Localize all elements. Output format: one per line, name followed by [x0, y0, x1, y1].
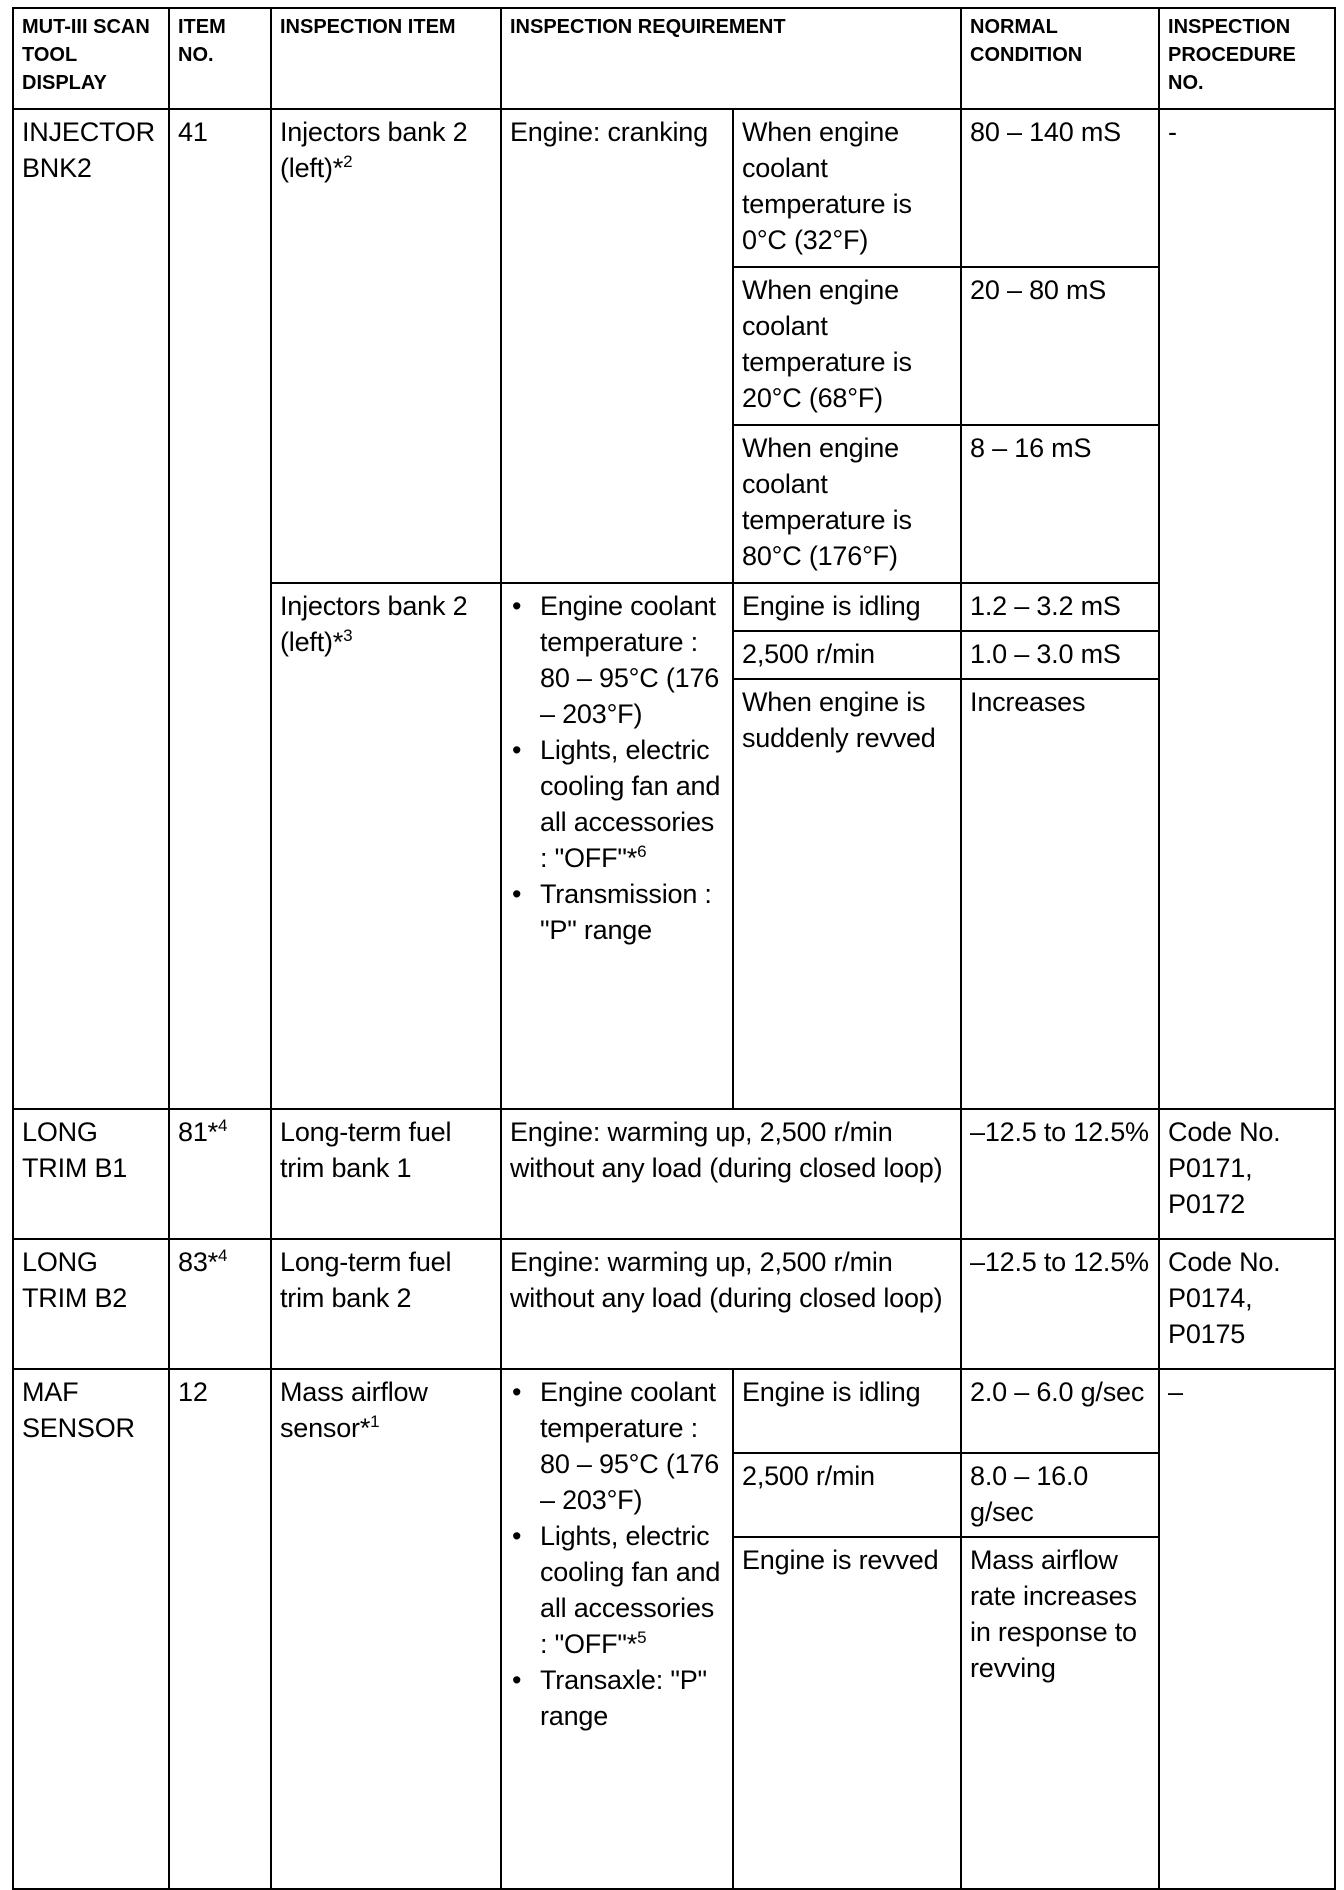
- condition-cell: 2,500 r/min: [733, 1453, 961, 1537]
- normal-cell: 2.0 – 6.0 g/sec: [961, 1369, 1159, 1453]
- item-no-81: 81*$^4$: [169, 1109, 271, 1239]
- requirement-bullets-injector: [501, 583, 733, 1109]
- display-long-trim-b1: LONG TRIM B1: [13, 1109, 169, 1239]
- inspection-table: [12, 7, 1336, 1890]
- header-inspection-item: INSPECTION ITEM: [271, 8, 501, 109]
- table-row: [13, 109, 1335, 267]
- normal-cell: 8 – 16 mS: [961, 425, 1159, 583]
- normal-long-trim-b1: –12.5 to 12.5%: [961, 1109, 1159, 1239]
- list-item: • Lights, electric cooling fan and all accessories : "OFF"*$^5$: [502, 1518, 728, 1662]
- condition-cell: When engine coolant temperature is 20°C (68°F): [733, 267, 961, 425]
- procedure-injector: -: [1159, 109, 1335, 1109]
- condition-cell: Engine is revved: [733, 1537, 961, 1889]
- condition-cell: When engine coolant temperature is 80°C (176°F): [733, 425, 961, 583]
- table-row: [13, 1109, 1335, 1239]
- procedure-maf: –: [1159, 1369, 1335, 1889]
- procedure-long-trim-b2: Code No. P0174, P0175: [1159, 1239, 1335, 1369]
- header-requirement: INSPECTION REQUIREMENT: [501, 8, 961, 109]
- normal-long-trim-b2: –12.5 to 12.5%: [961, 1239, 1159, 1369]
- list-item: • Engine coolant temperature : 80 – 95°C (176 – 203°F): [502, 1374, 728, 1518]
- table-header: [13, 8, 1335, 109]
- item-injectors-b: Injectors bank 2 (left)*$^3$: [271, 583, 501, 1109]
- normal-cell: 8.0 – 16.0 g/sec: [961, 1453, 1159, 1537]
- condition-cell: When engine coolant temperature is 0°C (32°F): [733, 109, 961, 267]
- normal-cell: 1.2 – 3.2 mS: [961, 583, 1159, 631]
- normal-cell: Mass airflow rate increases in response to revving: [961, 1537, 1159, 1889]
- normal-cell: 80 – 140 mS: [961, 109, 1159, 267]
- normal-cell: Increases: [961, 679, 1159, 1109]
- display-injector-bnk2: INJECTOR BNK2: [13, 109, 169, 1109]
- requirement-long-trim-b2: Engine: warming up, 2,500 r/min without any load (during closed loop): [501, 1239, 961, 1369]
- condition-cell: Engine is idling: [733, 1369, 961, 1453]
- condition-cell: Engine is idling: [733, 583, 961, 631]
- procedure-long-trim-b1: Code No. P0171, P0172: [1159, 1109, 1335, 1239]
- item-no-83: 83*$^4$: [169, 1239, 271, 1369]
- normal-cell: 1.0 – 3.0 mS: [961, 631, 1159, 679]
- requirement-cranking: Engine: cranking: [501, 109, 733, 583]
- item-no-41: 41: [169, 109, 271, 1109]
- header-item-no: ITEM NO.: [169, 8, 271, 109]
- item-injectors-a: Injectors bank 2 (left)*$^2$: [271, 109, 501, 583]
- item-long-term-b2: Long-term fuel trim bank 2: [271, 1239, 501, 1369]
- item-no-12: 12: [169, 1369, 271, 1889]
- list-item: • Engine coolant temperature : 80 – 95°C (176 – 203°F): [502, 588, 728, 732]
- header-normal-condition: NORMAL CONDITION: [961, 8, 1159, 109]
- item-long-term-b1: Long-term fuel trim bank 1: [271, 1109, 501, 1239]
- list-item: • Transaxle: "P" range: [502, 1662, 728, 1734]
- header-procedure: INSPECTION PROCEDURE NO.: [1159, 8, 1335, 109]
- table-row: [13, 1369, 1335, 1453]
- requirement-long-trim-b1: Engine: warming up, 2,500 r/min without any load (during closed loop): [501, 1109, 961, 1239]
- list-item: • Lights, electric cooling fan and all accessories : "OFF"*$^6$: [502, 732, 728, 876]
- display-long-trim-b2: LONG TRIM B2: [13, 1239, 169, 1369]
- condition-cell: 2,500 r/min: [733, 631, 961, 679]
- table-row: [13, 1239, 1335, 1369]
- requirement-bullets-maf: [501, 1369, 733, 1889]
- header-display: MUT-III SCAN TOOL DISPLAY: [13, 8, 169, 109]
- item-mass-airflow: Mass airflow sensor*$^1$: [271, 1369, 501, 1889]
- condition-cell: When engine is suddenly revved: [733, 679, 961, 1109]
- list-item: • Transmission : "P" range: [502, 876, 728, 948]
- display-maf-sensor: MAF SENSOR: [13, 1369, 169, 1889]
- normal-cell: 20 – 80 mS: [961, 267, 1159, 425]
